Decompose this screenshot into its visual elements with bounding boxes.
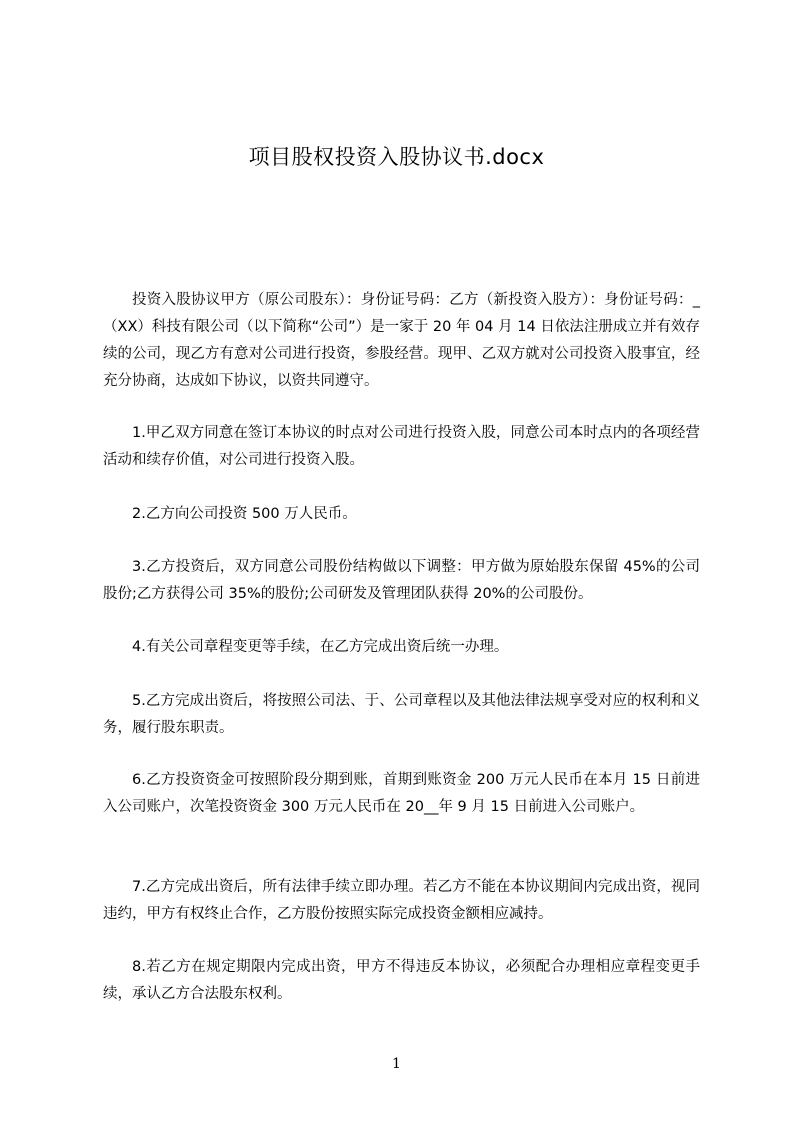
paragraph-clause-7: 7.乙方完成出资后，所有法律手续立即办理。若乙方不能在本协议期间内完成出资，视同违约，甲方有权终止合作，乙方股份按照实际完成投资金额相应减持。 — [103, 879, 700, 922]
paragraph-clause-6: 6.乙方投资资金可按照阶段分期到账，首期到账资金 200 万元人民币在本月 15 日前进入公司账户，次笔投资资金 300 万元人民币在 20__年 9 月 15 日前进入公司账户。 — [103, 772, 700, 815]
page-number: 1 — [392, 1056, 401, 1072]
paragraph-clause-3: 3.乙方投资后，双方同意公司股份结构做以下调整：甲方做为原始股东保留 45%的公司股份;乙方获得公司 35%的股份;公司研发及管理团队获得 20%的公司股份。 — [103, 559, 700, 602]
paragraph-clause-8: 8.若乙方在规定期限内完成出资，甲方不得违反本协议，必须配合办理相应章程变更手续，承认乙方合法股东权利。 — [103, 959, 700, 1002]
paragraph-clause-5: 5.乙方完成出资后，将按照公司法、于、公司章程以及其他法律法规享受对应的权利和义务，履行股东职责。 — [103, 693, 700, 736]
paragraph-intro: 投资入股协议甲方（原公司股东）：身份证号码：乙方（新投资入股方）：身份证号码：_（XX）科技有限公司（以下简称“公司”）是一家于 20 年 04 月 14 日依法注册成立并有效存续的公司，现乙方有意对公司进行投资，参股经营。现甲、乙双方就对公司投资入股事宜，经充分协商，达成如下协议，以资共同遵守。 — [103, 292, 700, 389]
paragraph-clause-2: 2.乙方向公司投资 500 万人民币。 — [132, 506, 357, 522]
document-title: 项目股权投资入股协议书.docx — [248, 145, 545, 169]
paragraph-clause-4: 4.有关公司章程变更等手续，在乙方完成出资后统一办理。 — [132, 639, 509, 655]
paragraph-clause-1: 1.甲乙双方同意在签订本协议的时点对公司进行投资入股，同意公司本时点内的各项经营活动和续存价值，对公司进行投资入股。 — [103, 425, 700, 468]
